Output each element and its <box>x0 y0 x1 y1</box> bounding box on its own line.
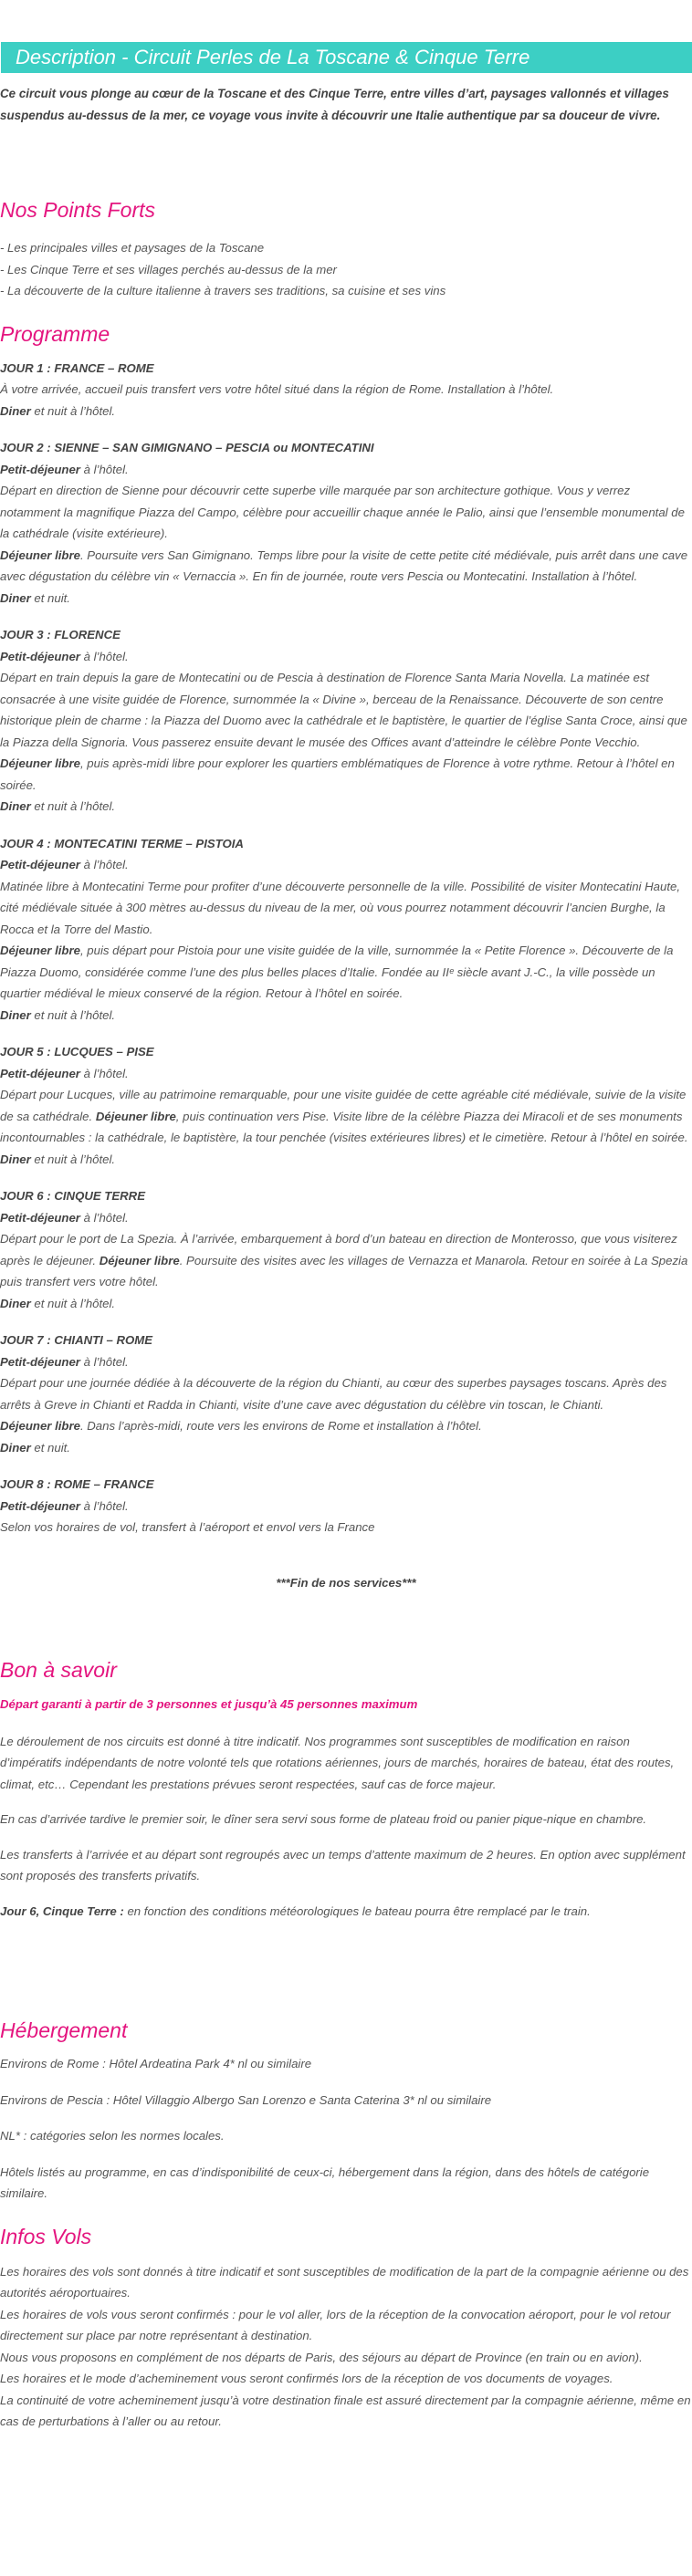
end-of-services: ***Fin de nos services*** <box>276 1575 416 1590</box>
day-line-bold: Diner <box>0 1152 31 1166</box>
bon-a-savoir-title: Bon à savoir <box>0 1658 117 1682</box>
page-title: Description - Circuit Perles de La Toscane & Cinque Terre <box>16 46 530 68</box>
page <box>0 42 692 2433</box>
day-line <box>0 753 692 796</box>
day-line <box>0 796 692 818</box>
day-title: JOUR 4 : MONTECATINI TERME – PISTOIA <box>0 836 244 850</box>
day-line <box>0 1372 692 1415</box>
day-line-text: . Poursuite des visites avec les villages de Vernazza et Manarola. Retour en soirée à La Spezia puis transfert vers votre hôtel. <box>0 1253 688 1288</box>
day-line-bold: Petit-déjeuner <box>0 1498 80 1513</box>
bon-a-savoir-section <box>0 1657 692 1922</box>
points-forts-list <box>0 237 692 302</box>
day-block <box>0 1330 692 1458</box>
hebergement-p3: NL* : catégories selon les normes locales. <box>0 2129 225 2143</box>
day-block <box>0 1041 692 1170</box>
points-forts-title: Nos Points Forts <box>0 198 155 222</box>
day-line-text: . Dans l’après-midi, route vers les environs de Rome et installation à l’hôtel. <box>79 1419 482 1433</box>
day-line <box>0 480 692 545</box>
infos-vols-line: Les horaires de vols vous seront confirmés : pour le vol aller, lors de la réception de la convocation aéroport, pour le vol retour directement sur place par notre représentant à destination. <box>0 2307 671 2342</box>
day-title: JOUR 5 : LUCQUES – PISE <box>0 1045 154 1059</box>
day-line-text: , puis continuation vers Pise. Visite libre de la célèbre Piazza dei Miracoli et de ses monuments incontournables : la cathédrale, le baptistère, la tour penchée (visites extérieures libres) et le cimetière. Retour à l’hôtel en soirée. <box>0 1109 688 1144</box>
day-line <box>0 1517 692 1538</box>
day-line <box>0 588 692 610</box>
day-line-bold: Déjeuner libre <box>0 548 80 562</box>
guarantee-text: Départ garanti à partir de 3 personnes et jusqu’à 45 personnes maximum <box>0 1697 418 1711</box>
day-line-text: et nuit à l’hôtel. <box>30 403 116 418</box>
day-line-text: à l’hôtel. <box>79 1066 129 1080</box>
day-line-bold: Déjeuner libre <box>0 1419 80 1433</box>
day-line-text: et nuit. <box>30 1440 70 1455</box>
day-line <box>0 1149 692 1171</box>
day-line-bold: Petit-déjeuner <box>0 858 80 871</box>
day-line-bold: Diner <box>0 799 31 813</box>
day-line-bold: Diner <box>0 590 31 605</box>
day-block <box>0 437 692 609</box>
day-line-bold: Petit-déjeuner <box>0 1210 80 1225</box>
day-line <box>0 1437 692 1459</box>
description-banner <box>1 42 692 73</box>
day-line-text: et nuit. <box>30 590 70 605</box>
day-title: JOUR 6 : CINQUE TERRE <box>0 1189 146 1203</box>
intro-text: Ce circuit vous plonge au cœur de la Toscane et des Cinque Terre, entre villes d’art, paysages vallonnés et villages suspendus au-dessus de la mer, ce voyage vous invite à découvrir une Italie authentique par sa douceur de vivre. <box>0 87 669 122</box>
points-forts-section <box>0 197 692 302</box>
day-title: JOUR 1 : FRANCE – ROME <box>0 360 154 375</box>
day-line-text: à l’hôtel. <box>79 1354 129 1369</box>
day-line-text: et nuit à l’hôtel. <box>30 1152 116 1166</box>
day-line <box>0 1005 692 1027</box>
day-line <box>0 1207 692 1229</box>
day-line-text: et nuit à l’hôtel. <box>30 1007 116 1022</box>
infos-vols-line: Les horaires des vols sont donnés à titre indicatif et sont susceptibles de modification de la part de la compagnie aérienne ou des autorités aéroportuaires. <box>0 2264 689 2300</box>
points-forts-item: - La découverte de la culture italienne à travers ses traditions, sa cuisine et ses vins <box>0 284 446 297</box>
infos-vols-line: La continuité de votre acheminement jusqu’à votre destination finale est assuré directement par la compagnie aérienne, même en cas de perturbations à l’aller ou au retour. <box>0 2393 691 2428</box>
day-block <box>0 358 692 422</box>
day-line-text: À votre arrivée, accueil puis transfert vers votre hôtel situé dans la région de Rome. Installation à l’hôtel. <box>0 382 554 396</box>
bon-a-savoir-p3: Les transferts à l’arrivée et au départ sont regroupés avec un temps d’attente maximum de 2 heures. En option avec supplément sont proposés des transferts privatifs. <box>0 1847 686 1882</box>
day-line <box>0 1063 692 1085</box>
day-block <box>0 1474 692 1538</box>
day-line-text: Départ pour le port de La Spezia. À l’arrivée, embarquement à bord d’un bateau en direction de Monterosso, que vous visiterez après le déjeuner. <box>0 1232 677 1267</box>
day-line-text: Départ en train depuis la gare de Montecatini ou de Pescia à destination de Florence Santa Maria Novella. La matinée est consacrée à une visite guidée de Florence, surnommée la « Divine », berceau de la Renaissance. Découverte de son centre historique plein de charme : la Piazza del Duomo avec la cathédrale et le baptistère, le quartier de l’église Santa Croce, ainsi que la Piazza della Signoria. Vous passerez ensuite devant le musée des Offices avant d’atteindre le célèbre Ponte Vecchio. <box>0 671 687 749</box>
day-line-text: . Poursuite vers San Gimignano. Temps libre pour la visite de cette petite cité médiévale, puis arrêt dans une cave avec dégustation du célèbre vin « Vernaccia ». En fin de journée, route vers Pescia ou Montecatini. Installation à l’hôtel. <box>0 548 688 583</box>
day-title: JOUR 3 : FLORENCE <box>0 628 121 641</box>
day-line-bold: Petit-déjeuner <box>0 1066 80 1080</box>
day-block <box>0 1185 692 1314</box>
day-line-bold: Petit-déjeuner <box>0 649 80 663</box>
day-line <box>0 1293 692 1315</box>
day-line-text: et nuit à l’hôtel. <box>30 799 116 813</box>
day-line-bold: Diner <box>0 403 31 418</box>
day-line-text: à l’hôtel. <box>79 1498 129 1513</box>
day-line <box>0 667 692 753</box>
day-line <box>0 1084 692 1149</box>
bon-a-savoir-p4 <box>0 1901 692 1923</box>
day-line <box>0 940 692 1005</box>
day-title: JOUR 8 : ROME – FRANCE <box>0 1477 154 1491</box>
infos-vols-line: Nous vous proposons en complément de nos départs de Paris, des séjours au départ de Province (en train ou en avion). <box>0 2350 643 2364</box>
day-line <box>0 379 692 401</box>
day-line-text: , puis départ pour Pistoia pour une visite guidée de la ville, surnommée la « Petite Florence ». Découverte de la Piazza Duomo, considérée comme l’une des plus belles places d’Italie. Fondée au IIᵉ siècle avant J.-C., la ville possède un quartier médiéval le mieux conservé de la région. Retour à l’hôtel en soirée. <box>0 944 674 1000</box>
day-line-text: et nuit à l’hôtel. <box>30 1296 116 1310</box>
day-line-text: , puis après-midi libre pour explorer les quartiers emblématiques de Florence à votre rythme. Retour à l’hôtel en soirée. <box>0 756 675 792</box>
infos-vols-list <box>0 2261 692 2433</box>
day-line <box>0 854 692 876</box>
day-line-bold: Diner <box>0 1296 31 1310</box>
day-line-bold: Diner <box>0 1007 31 1022</box>
day-line-text: à l’hôtel. <box>79 649 129 663</box>
day-line <box>0 459 692 481</box>
bon-a-savoir-p1: Le déroulement de nos circuits est donné à titre indicatif. Nos programmes sont susceptibles de modification en raison d’impératifs indépendants de notre volonté tels que rotations aériennes, jours de marchés, horaires de bateau, état des routes, climat, etc… Cependant les prestations prévues seront respectées, sauf cas de force majeur. <box>0 1734 675 1791</box>
day-block <box>0 624 692 818</box>
programme-days <box>0 358 692 1538</box>
hebergement-section <box>0 2018 692 2205</box>
day-line-bold: Petit-déjeuner <box>0 462 80 476</box>
bon-a-savoir-p2: En cas d’arrivée tardive le premier soir, le dîner sera servi sous forme de plateau froid ou panier pique-nique en chambre. <box>0 1812 647 1826</box>
day-line-bold: Déjeuner libre <box>0 756 80 770</box>
hebergement-p1: Environs de Rome : Hôtel Ardeatina Park 4* nl ou similaire <box>0 2057 312 2070</box>
day-line-bold: Déjeuner libre <box>95 1109 176 1123</box>
bon-a-savoir-p4-bold: Jour 6, Cinque Terre : <box>0 1903 124 1918</box>
day-line-text: Départ pour une journée dédiée à la découverte de la région du Chianti, au cœur des superbes paysages toscans. Après des arrêts à Greve in Chianti et Radda in Chianti, visite d’une cave avec dégustation du célèbre vin toscan, le Chianti. <box>0 1376 667 1412</box>
hebergement-p4: Hôtels listés au programme, en cas d’indisponibilité de ceux-ci, hébergement dans la région, dans des hôtels de catégorie similaire. <box>0 2164 650 2200</box>
day-line <box>0 1496 692 1517</box>
day-line-bold: Diner <box>0 1440 31 1455</box>
day-line <box>0 545 692 588</box>
infos-vols-line: Les horaires et le mode d’acheminement vous seront confirmés lors de la réception de vos documents de voyages. <box>0 2372 613 2385</box>
day-line-text: à l’hôtel. <box>79 858 129 871</box>
day-block <box>0 833 692 1027</box>
day-line-bold: Déjeuner libre <box>0 944 80 957</box>
points-forts-item: - Les principales villes et paysages de la Toscane <box>0 241 265 255</box>
day-line-text: Départ pour Lucques, ville au patrimoine remarquable, pour une visite guidée de cette agréable cité médiévale, suivie de la visite de sa cathédrale. <box>0 1088 687 1123</box>
programme-title: Programme <box>0 321 110 346</box>
bon-a-savoir-p4-text: en fonction des conditions météorologiques le bateau pourra être remplacé par le train. <box>123 1903 591 1918</box>
day-line-text: à l’hôtel. <box>79 462 129 476</box>
day-line <box>0 1415 692 1437</box>
hebergement-title: Hébergement <box>0 2018 128 2042</box>
day-line-bold: Petit-déjeuner <box>0 1354 80 1369</box>
day-title: JOUR 7 : CHIANTI – ROME <box>0 1333 153 1347</box>
day-line <box>0 1228 692 1293</box>
day-line-text: Départ en direction de Sienne pour découvrir cette superbe ville marquée par son architecture gothique. Vous y verrez notamment la magnifique Piazza del Campo, célèbre pour accueillir chaque année le Palio, ainsi que l’ensemble monumental de la cathédrale (visite extérieure). <box>0 484 685 540</box>
day-line-bold: Déjeuner libre <box>99 1253 180 1267</box>
infos-vols-section <box>0 2224 692 2433</box>
programme-section <box>0 321 692 1594</box>
day-line-text: Selon vos horaires de vol, transfert à l’aéroport et envol vers la France <box>0 1520 375 1534</box>
day-line <box>0 401 692 422</box>
day-line <box>0 876 692 941</box>
hebergement-p2: Environs de Pescia : Hôtel Villaggio Albergo San Lorenzo e Santa Caterina 3* nl ou similaire <box>0 2092 492 2107</box>
day-line-text: Matinée libre à Montecatini Terme pour profiter d’une découverte personnelle de la ville. Possibilité de visiter Montecatini Haute, cité médiévale située à 300 mètres au-dessus du niveau de la mer, où vous pourrez notamment découvrir l’ancien Burghe, la Rocca et la Torre del Mastio. <box>0 879 681 936</box>
day-line <box>0 1351 692 1373</box>
day-line <box>0 646 692 668</box>
day-title: JOUR 2 : SIENNE – SAN GIMIGNANO – PESCIA ou MONTECATINI <box>0 441 374 454</box>
day-line-text: à l’hôtel. <box>79 1210 129 1225</box>
points-forts-item: - Les Cinque Terre et ses villages perchés au-dessus de la mer <box>0 262 337 276</box>
infos-vols-title: Infos Vols <box>0 2224 92 2248</box>
